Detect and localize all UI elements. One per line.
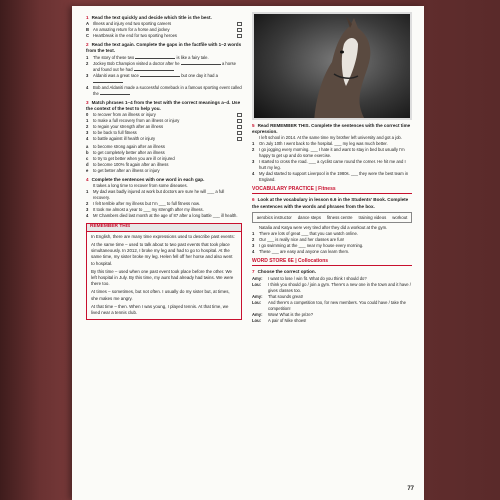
factfile-item: 2 Jockey Bob Champion visited a doctor after he a horse and found out he had — [86, 60, 236, 72]
sentence-item: 4 Mr Chambers died last month at the age of 87 after a long battle ___ ill health. — [86, 213, 238, 219]
word-chip: workout — [392, 214, 408, 220]
remember-line: At times – sometimes, but not often. I usually do my sister but, at times, she makes me angry. — [91, 289, 230, 301]
sentence-item: 2 I go jogging every morning. ___ I hate it and want to stay in bed but usually I'm happy to get up and do some exercise. — [252, 147, 405, 159]
speaker: Lou: — [252, 299, 262, 305]
sentence-item: 3 It took me almost a year to ___ my strength after my illness. — [86, 207, 204, 213]
answer-box[interactable] — [237, 125, 242, 129]
left-column — [86, 12, 242, 320]
speaker: Lou: — [252, 281, 262, 287]
answer-gap[interactable] — [135, 55, 175, 59]
right-column — [252, 12, 412, 324]
sentence-item: 4 My dad started to support Liverpool in the 1980s. ___ they were the best team in England. — [252, 171, 409, 183]
dialogue-line[interactable]: I want to lose / win fit. What do you think I should do? — [268, 275, 367, 281]
factfile-item: 1 The story of these two is like a fairy tale. — [86, 54, 209, 60]
meaning-item: d to become 100% fit again after an illness — [86, 162, 169, 168]
phrase-item: 4 to battle against ill health or injury — [86, 136, 242, 142]
sentence-item: Natalia and Katya were very tired after they did a workout at the gym. — [259, 225, 388, 231]
meaning-item: e to get better after an illness or injury — [86, 168, 160, 174]
horse-photo — [252, 12, 412, 120]
factfile-item: 3 Aldaniti was a great race but one day it had a — [86, 73, 242, 85]
exercise-3-instruction: 3 Match phrases 1–4 from the text with the correct meanings a–d. Use the context of the text to help you. — [86, 99, 241, 111]
answer-box[interactable] — [237, 119, 242, 123]
meaning-item: c to try to get better when you are ill or injured — [86, 156, 175, 162]
checkbox[interactable] — [237, 34, 242, 38]
exercise-5-instruction: 5 Read REMEMBER THIS. Complete the sentences with the correct time expression. — [252, 123, 411, 135]
sentence-item: 2 Our ___ is really nice and her classes are fun! — [252, 237, 345, 243]
workbook-page — [72, 6, 424, 500]
word-store-heading: WORD STORE 6E | Collocations — [252, 258, 412, 266]
sentence-item: It takes a long time to recover from some diseases. — [93, 183, 188, 189]
answer-box[interactable] — [237, 137, 242, 141]
sentence-item: 3 I started to cross the road. ___ a cyclist came round the corner. He hit me and I hurt my leg. — [252, 159, 406, 171]
word-chip: dance steps — [297, 214, 321, 220]
dialogue-line[interactable]: And there's a competition too, for new members. You could have / take the competition! — [268, 299, 406, 311]
word-chip: fitness centre — [326, 214, 353, 220]
panel-title: REMEMBER THIS — [87, 224, 241, 232]
checkbox[interactable] — [237, 22, 242, 26]
answer-box[interactable] — [237, 131, 242, 135]
answer-gap[interactable] — [140, 73, 180, 77]
word-box — [252, 212, 412, 224]
exercise-number: 1 — [86, 15, 89, 20]
exercise-4-instruction: 4 Complete the sentences with one word in each gap. — [86, 177, 205, 183]
word-chip: aerobics instructor — [256, 214, 292, 220]
horse-image — [254, 14, 412, 120]
sentence-item: 1 There are lots of great ___ that you can watch online. — [252, 231, 358, 237]
checkbox[interactable] — [237, 28, 242, 32]
answer-gap[interactable] — [93, 79, 123, 83]
dialogue-line: Wow! What is the prize? — [268, 311, 314, 317]
answer-gap[interactable] — [181, 61, 221, 65]
phrase-item: 3 to be back to full fitness — [86, 130, 242, 136]
word-chip: training videos — [358, 214, 387, 220]
dialogue-line: A pair of Nike shoes! — [268, 317, 307, 323]
vocabulary-practice-heading: VOCABULARY PRACTICE | Fitness — [252, 186, 412, 194]
sentence-item: 1 On July 10th I went back to the hospital. ___ my leg was much better. — [252, 141, 388, 147]
exercise-1-instruction: 1 Read the text quickly and decide which title is the best. — [86, 15, 212, 20]
meaning-item: b to get completely better after an illness — [86, 150, 165, 156]
sentence-item: 3 I go swimming at the ___ near my house every morning. — [252, 243, 364, 249]
sentence-item: 2 I felt terrible after my illness but I'm ___ to full fitness now. — [86, 201, 200, 207]
phrase-item: 1 to make a full recovery from an illness or injury — [86, 118, 242, 124]
phrase-item: 2 to regain your strength after an illness — [86, 124, 242, 130]
speaker: Lou: — [252, 317, 262, 323]
remember-line: By this time – used when one past event took place before the other. We left hospital in July. By this time, my aunt had already had twins. We were there too. — [91, 268, 234, 287]
speaker: Amy: — [252, 293, 263, 299]
option-c[interactable]: C Heartbreak in the end for two sporting heroes — [86, 33, 242, 39]
remember-this-panel — [86, 223, 242, 320]
sentence-item: 4 These ___ are easy and anyone can learn them. — [252, 249, 350, 255]
answer-gap[interactable] — [134, 67, 174, 71]
answer-gap[interactable] — [100, 91, 130, 95]
exercise-7-instruction: 7 Choose the correct option. — [252, 269, 317, 275]
option-b[interactable]: B An amazing return for a horse and jockey — [86, 27, 242, 33]
dialogue-line[interactable]: I think you should go / join a gym. There's a new one in the town and it have / gives classes too. — [268, 281, 411, 293]
page-number: 77 — [407, 486, 414, 492]
sentence-item: I left school in 2014. At the same time my brother left university and got a job. — [259, 135, 402, 141]
remember-line: At that time – then. When I was young, I played tennis. At that time, we lived near a tennis club. — [91, 303, 229, 315]
answer-box[interactable] — [237, 113, 242, 117]
speaker: Amy: — [252, 275, 263, 281]
phrase-item: 0 to recover from an illness or injury — [86, 112, 242, 118]
exercise-2-instruction: 2 Read the text again. Complete the gaps in the factfile with 1–2 words from the text. — [86, 42, 242, 54]
speaker: Amy: — [252, 311, 263, 317]
dialogue-line: That sounds great! — [268, 293, 303, 299]
meaning-item: a to become strong again after an illness — [86, 144, 165, 150]
option-a[interactable]: A Illness and injury end two sporting careers — [86, 21, 242, 27]
dialogue — [252, 276, 412, 324]
remember-line: At the same time – used to talk about to two past events that took place simultaneously. In 2012, I broke my leg and had to go to hospital. At the same time, my sister broke my leg. Helen fell off her horse and also went to hospital. — [91, 241, 233, 266]
exercise-6-instruction: 6 Look at the vocabulary in lesson 6.6 in the Students' Book. Complete the sentences with the words and phrases from the box. — [252, 197, 409, 209]
remember-line: In English, there are many time expressions used to describe past events: — [91, 233, 235, 239]
sentence-item: 1 My dad was badly injured at work but doctors are sure he will ___ a full recovery. — [86, 189, 225, 201]
factfile-item: 4 Bob and Aldaniti made a successful comeback in a famous sporting event called the — [86, 84, 242, 96]
